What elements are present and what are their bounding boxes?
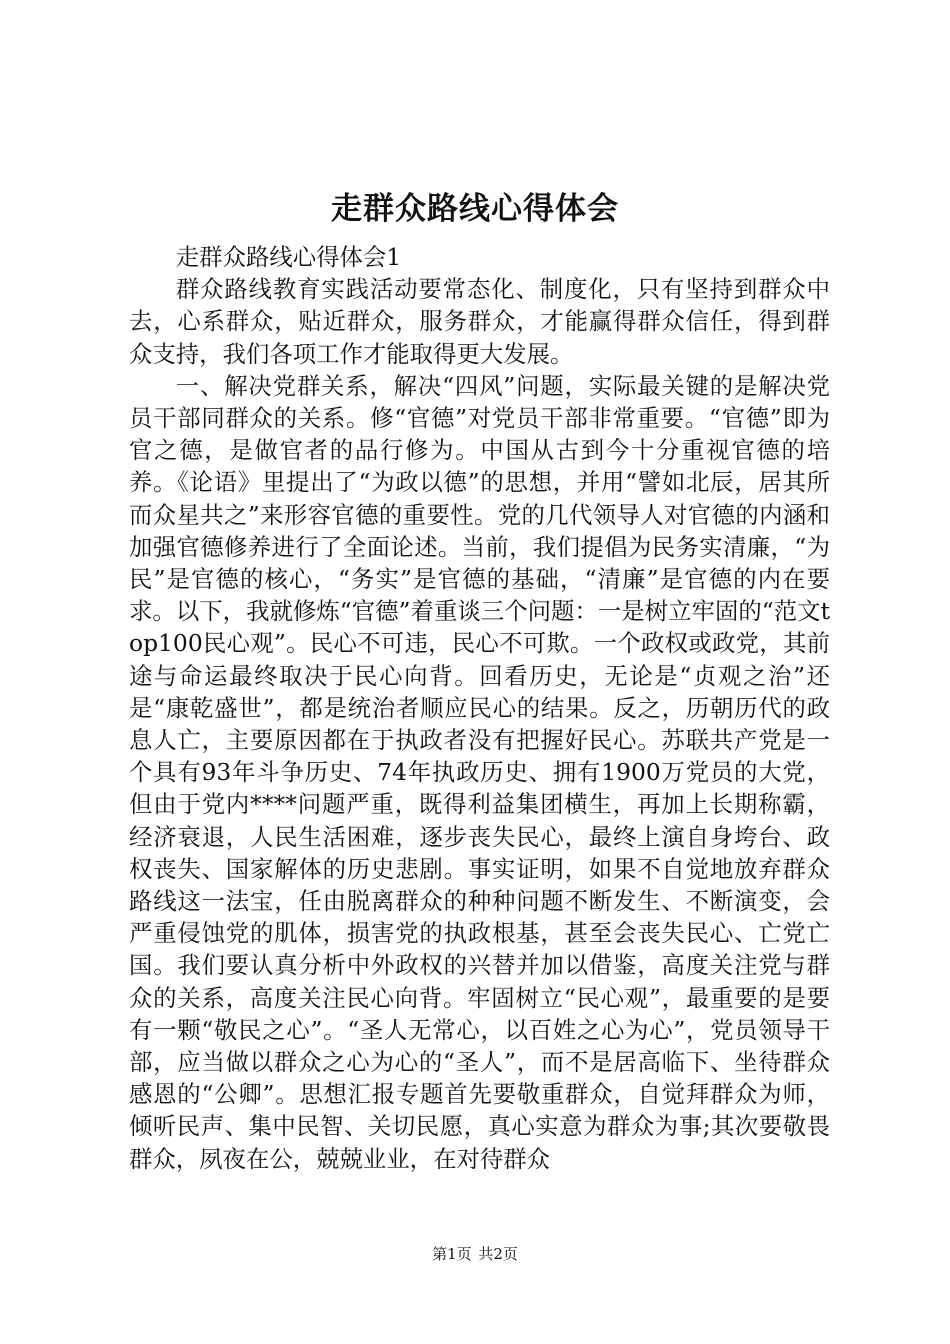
page-footer: 第1页 共2页 [432,1245,518,1263]
paragraph-main: 一、解决党群关系，解决“四风”问题，实际最关键的是解决党员干部同群众的关系。修“官德”对党员干部非常重要。“官德”即为官之德，是做官者的品行修为。中国从古到今十分重视官德的培养。《论语》里提出了“为政以德”的思想，并用“譬如北辰，居其所而众星共之”来形容官德的重要性。党的几代领导人对官德的内涵和加强官德修养进行了全面论述。当前，我们提倡为民务实清廉，“为民”是官德的核心，“务实”是官德的基础，“清廉”是官德的内在要求。以下，我就修炼“官德”着重谈三个问题：一是树立牢固的“范文top100民心观”。民心不可违，民心不可欺。一个政权或政党，其前途与命运最终取决于民心向背。回看历史，无论是“贞观之治”还是“康乾盛世”，都是统治者顺应民心的结果。反之，历朝历代的政息人亡，主要原因都在于执政者没有把握好民心。苏联共产党是一个具有93年斗争历史、74年执政历史、拥有1900万党员的大党，但由于党内****问题严重，既得利益集团横生，再加上长期称霸，经济衰退，人民生活困难，逐步丧失民心，最终上演自身垮台、政权丧失、国家解体的历史悲剧。事实证明，如果不自觉地放弃群众路线这一法宝，任由脱离群众的种种问题不断发生、不断演变，会严重侵蚀党的肌体，损害党的执政根基，甚至会丧失民心、亡党亡国。我们要认真分析中外政权的兴替并加以借鉴，高度关注党与群众的关系，高度关注民心向背。牢固树立“民心观”，最重要的是要有一颗“敬民之心”。“圣人无常心，以百姓之心为心”，党员领导干部，应当做以群众之心为心的“圣人”，而不是居高临下、坐待群众感恩的“公卿”。思想汇报专题首先要敬重群众，自觉拜群众为师，倾听民声、集中民智、关切民愿，真心实意为群众为事;其次要敬畏群众，夙夜在公，兢兢业业，在对待群众 [129,371,830,1173]
document-title: 走群众路线心得体会 [331,191,619,227]
paragraph-intro: 群众路线教育实践活动要常态化、制度化，只有坚持到群众中去，心系群众，贴近群众，服务群众，才能赢得群众信任，得到群众支持，我们各项工作才能取得更大发展。 [129,275,830,368]
paragraph-heading: 走群众路线心得体会1 [175,243,402,271]
document-body [129,241,830,1175]
